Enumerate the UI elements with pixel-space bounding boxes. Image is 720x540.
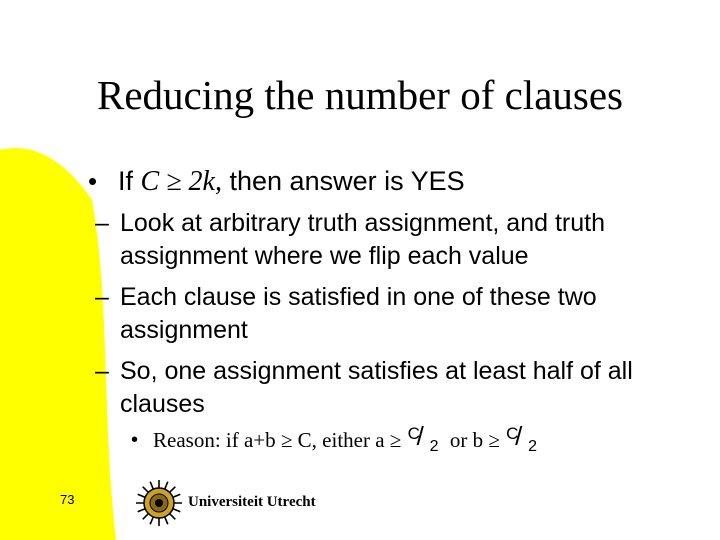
fraction-numerator: C — [506, 424, 519, 443]
fraction-c-over-2 — [407, 421, 445, 455]
bullet-prefix: If — [118, 166, 141, 196]
bullet-dot-icon: • — [131, 429, 139, 451]
sub-bullet-text: So, one assignment satisfies at least half of all clauses — [120, 357, 633, 418]
fraction-denominator: 2 — [429, 438, 439, 455]
sub-bullet — [95, 281, 660, 347]
bullet-dash-icon: – — [95, 209, 109, 237]
sub-bullet — [95, 355, 660, 421]
fraction-c-over-2 — [505, 421, 543, 455]
sub-bullet-text: Each clause is satisfied in one of these two assignment — [120, 283, 597, 344]
sub-bullet — [95, 207, 660, 273]
fraction-slash: / — [515, 421, 523, 451]
bullet-dash-icon: – — [95, 283, 109, 311]
logo-wordmark: Universiteit Utrecht — [188, 494, 316, 510]
sun-seal-icon — [134, 478, 184, 528]
reason-text-part1: Reason: if a+b ≥ C, either a ≥ — [153, 428, 407, 452]
fraction-numerator: C — [407, 424, 420, 443]
reason-text-part2: or b ≥ — [444, 428, 506, 452]
slide-number: 73 — [60, 492, 75, 507]
bullet-dot-icon: • — [88, 166, 98, 196]
slide-title: Reducing the number of clauses — [96, 72, 623, 118]
bullet-math: C ≥ 2k, — [140, 166, 222, 197]
bullet-level1 — [88, 164, 465, 199]
bullet-dash-icon: – — [95, 357, 109, 385]
bullet-suffix: then answer is YES — [222, 166, 465, 196]
bullet-level3-reason — [131, 421, 543, 456]
sub-bullet-text: Look at arbitrary truth assignment, and truth assignment where we flip each value — [120, 209, 605, 270]
university-logo — [134, 478, 314, 532]
fraction-denominator: 2 — [528, 438, 538, 455]
fraction-slash: / — [416, 421, 424, 451]
